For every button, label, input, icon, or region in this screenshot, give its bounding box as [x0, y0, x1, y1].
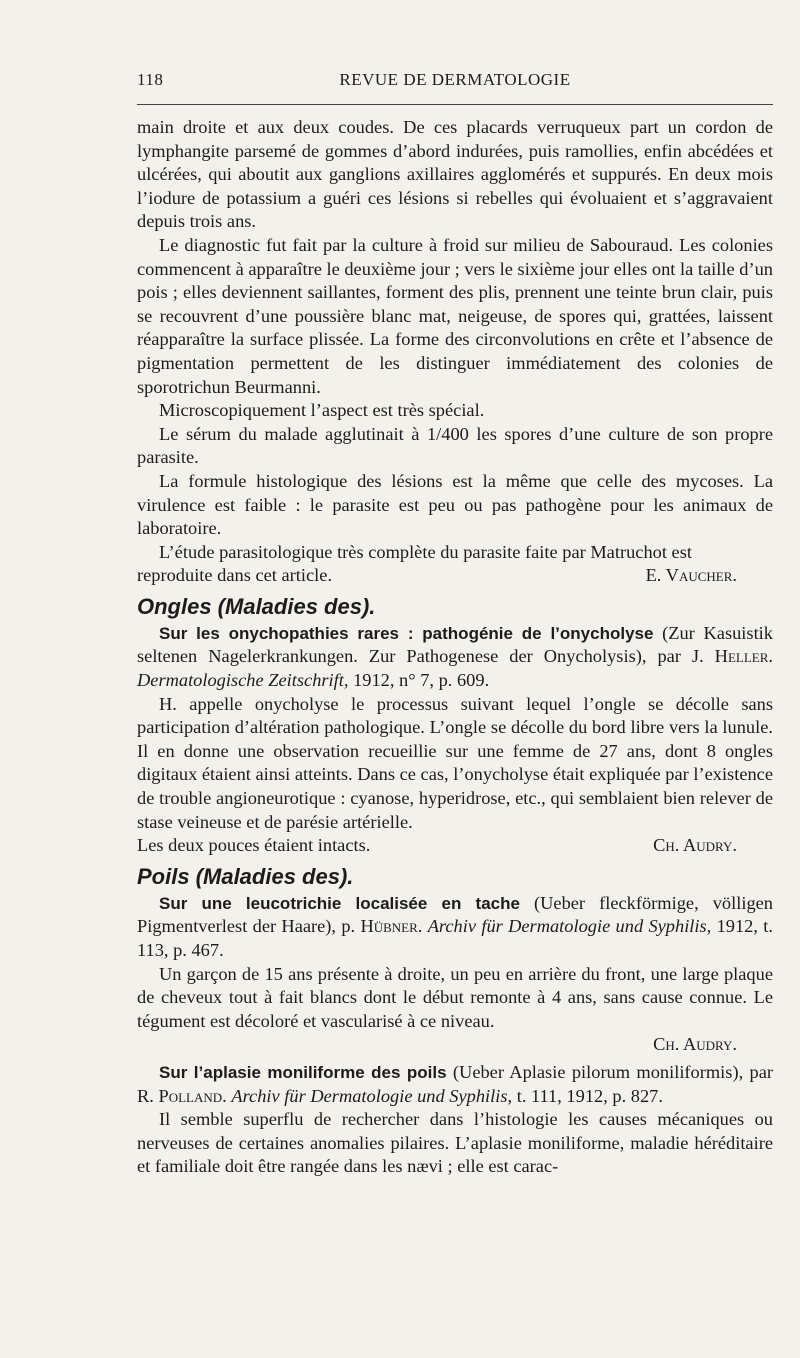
section-heading-poils: Poils (Maladies des). — [137, 863, 354, 889]
paragraph: main droite et aux deux coudes. De ces placards verruqueux part un cordon de lymphangite parsemé de gommes d’abord indurées, puis ramollies, enfin abcédées et ulcérées, qui aboutit aux ganglions axillaires agglomérés et suppurés. En deux mois l’iodure de potassium a guéri ces lésions si rebelles qui évoluaient et s’aggravaient depuis trois ans. — [137, 117, 773, 232]
paragraph: L’étude parasitologique très complète du parasite faite par Matruchot est — [159, 541, 692, 562]
separator: . — [768, 646, 773, 667]
author-name: Hübner — [360, 916, 418, 937]
journal-title: REVUE DE DERMATOLOGIE — [339, 70, 571, 89]
article-reference: (Zur Kasuistik seltenen Nagelerkrankungen. Zur Pathogenese der Onycholysis), par J. — [137, 622, 773, 667]
article-reference: (Ueber Aplasie pilorum moniliformis), par R. — [137, 1061, 773, 1106]
author-name: Heller — [714, 646, 769, 667]
article-heading — [137, 1061, 773, 1108]
paragraph: Il semble superflu de rechercher dans l’histologie les causes mécaniques ou nerveuses de certaines anomalies pilaires. L’aplasie moniliforme, maladie héréditaire et familiale doit être rangée dans les nævi ; elle est carac- — [137, 1109, 773, 1177]
author-name: Polland — [158, 1085, 223, 1106]
article-citation: t. 111, 1912, p. 827. — [512, 1085, 663, 1106]
paragraph: La formule histologique des lésions est la même que celle des mycoses. La virulence est faible : le parasite est peu ou pas pathogène pour les animaux de laboratoire. — [137, 470, 773, 539]
paragraph: Microscopiquement l’aspect est très spécial. — [159, 400, 485, 421]
signature-line — [137, 564, 773, 588]
paragraph: H. appelle onycholyse le processus suivant lequel l’ongle se décolle sans participation d’altération pathologique. L’ongle se décolle du bord libre vers la lunule. Il en donne une observation recueillie sur une femme de 27 ans, dont 8 ongles digitaux étaient ainsi atteints. Dans ce cas, l’onycholyse était expliquée par l’existence de trouble angioneurotique : cyanose, hyperidrose, etc., qui semblaient bien relever de stase veineuse et de parésie artérielle. — [137, 693, 773, 832]
article-citation: 1912, n° 7, p. 609. — [348, 670, 490, 691]
page-number: 118 — [137, 70, 164, 89]
paragraph: Le diagnostic fut fait par la culture à froid sur milieu de Sabouraud. Les colonies commencent à apparaître le deuxième jour ; vers le sixième jour elles ont la taille d’un pois ; elles deviennent saillantes, forment des plis, prennent une teinte brun clair, puis se recouvrent d’une poussière blanc mat, neigeuse, de spores qui, grattées, laissent réapparaître la surface plissée. La forme des circonvolutions en crête et l’absence de pigmentation permettent de les distinguer immédiatement des colonies de sporotrichun Beurmanni. — [137, 234, 773, 397]
paragraph: Un garçon de 15 ans présente à droite, un peu en arrière du front, une large plaque de cheveux tout à fait blancs dont le début remonte à 4 ans, sans cause connue. Le tégument est décoloré et vascularisé à ce niveau. — [137, 963, 773, 1031]
signature-audry: Ch. Audry. — [653, 1034, 737, 1055]
article-title: Sur l’aplasie moniliforme des poils — [159, 1062, 447, 1082]
journal-name: Archiv für Dermatologie und Syphilis, — [231, 1085, 513, 1106]
article-title: Sur une leucotrichie localisée en tache — [159, 893, 520, 913]
paragraph-end: reproduite dans cet article. — [137, 565, 333, 586]
signature-line — [137, 834, 773, 858]
header-rule — [137, 104, 773, 105]
section-heading-ongles: Ongles (Maladies des). — [137, 593, 376, 619]
article-heading — [137, 892, 773, 963]
paragraph: Le sérum du malade agglutinait à 1/400 les spores d’une culture de son propre parasite. — [137, 423, 773, 468]
paragraph-end: Les deux pouces étaient intacts. — [137, 835, 371, 856]
separator: . — [417, 916, 428, 937]
signature-vaucher: E. Vaucher. — [645, 565, 737, 586]
running-head — [137, 66, 773, 94]
signature-audry: Ch. Audry. — [653, 835, 737, 856]
article-heading — [137, 622, 773, 693]
journal-name: Archiv für Dermatologie und Syphilis, — [427, 916, 712, 937]
separator: . — [222, 1085, 232, 1106]
article-citation: 1912, t. 113, p. 467. — [137, 916, 773, 960]
article-reference: (Ueber fleckförmige, völligen Pigmentverlest der Haare), p. — [137, 892, 774, 937]
body-text — [137, 116, 773, 1179]
article-title: Sur les onychopathies rares : pathogénie de l’onycholyse — [159, 623, 654, 643]
journal-name: Dermatologische Zeitschrift, — [137, 670, 349, 691]
